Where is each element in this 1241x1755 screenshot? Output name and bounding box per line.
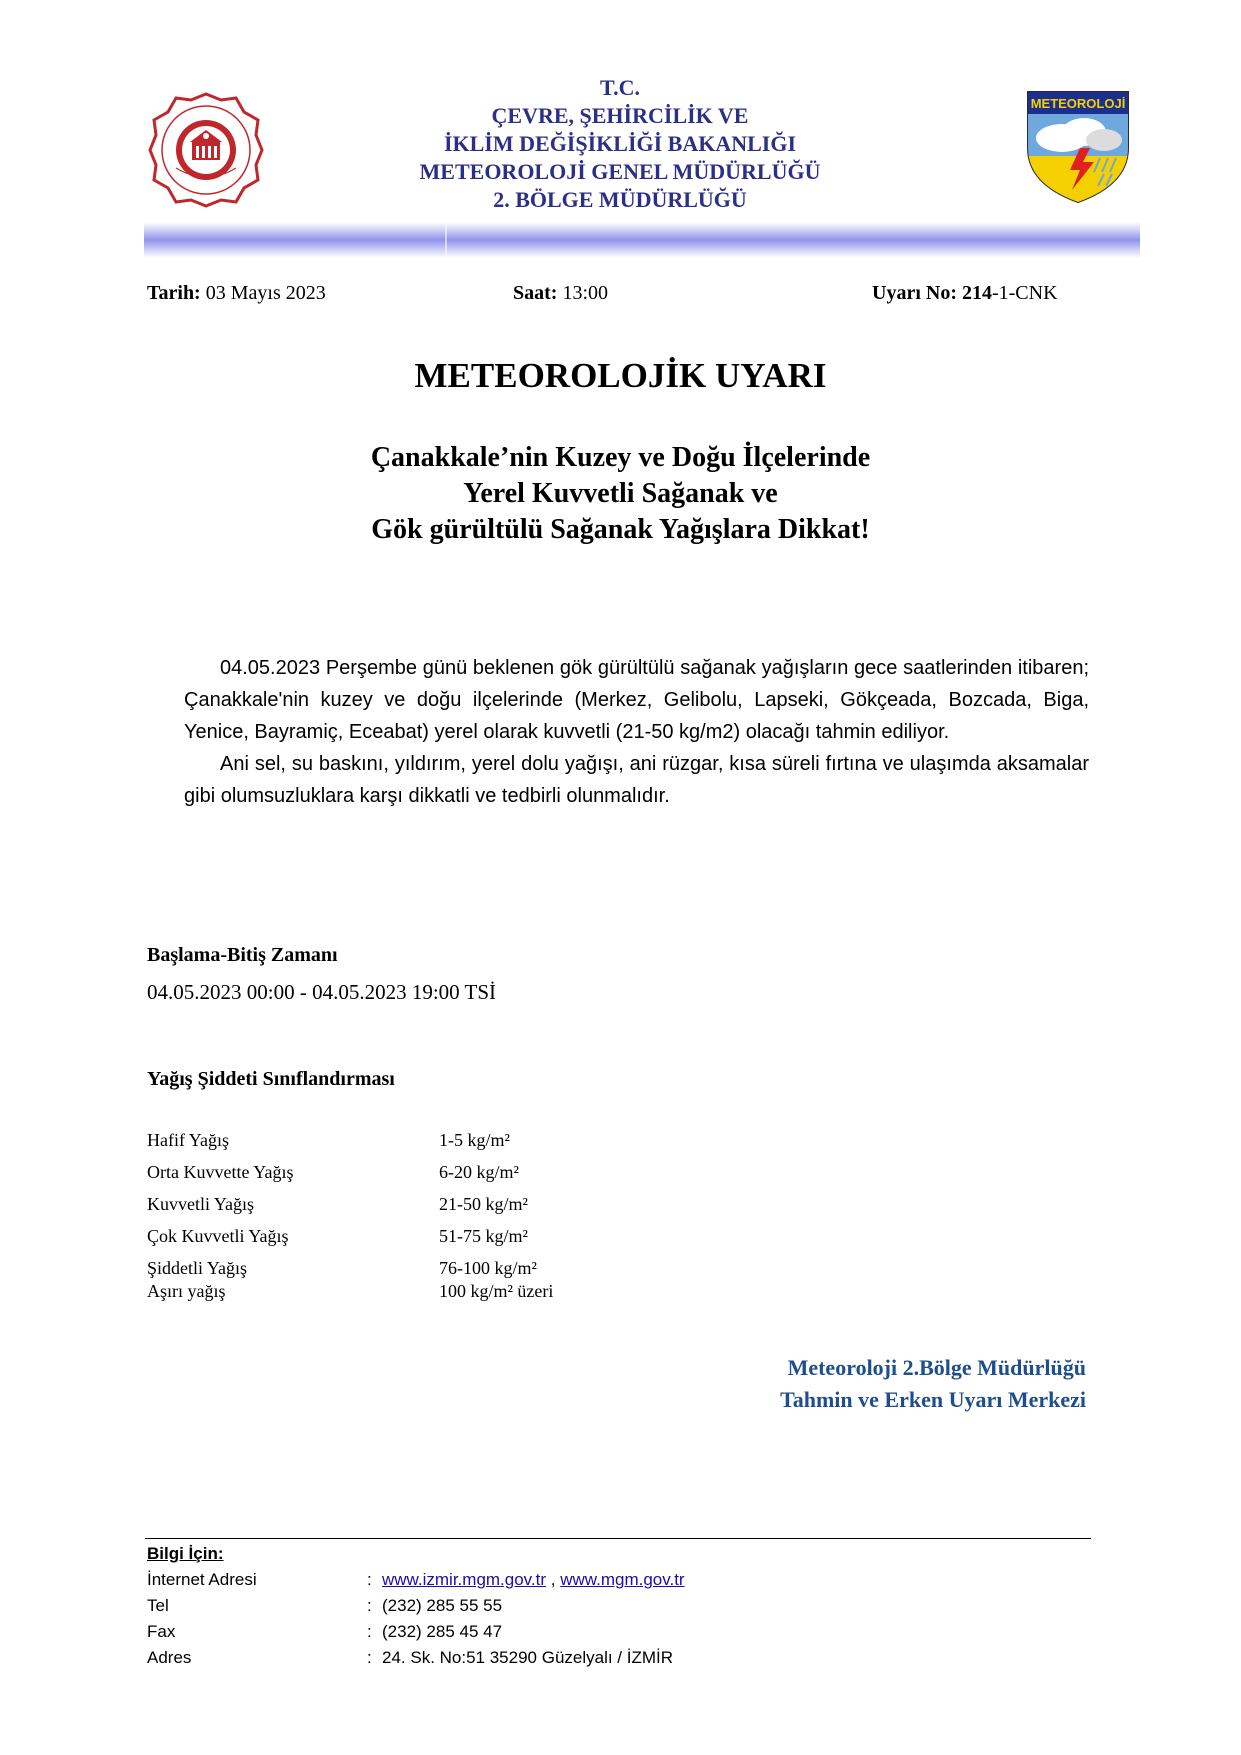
- class-name: Hafif Yağış: [147, 1130, 230, 1150]
- warning-body: [184, 652, 1089, 812]
- meteoroloji-logo-icon: [1022, 86, 1134, 206]
- footer-row-address: [147, 1648, 1047, 1674]
- date-field: [147, 282, 326, 305]
- class-value: 6-20 kg/m²: [439, 1162, 519, 1182]
- subtitle-line-2: Yerel Kuvvetli Sağanak ve: [463, 478, 778, 509]
- time-field: [513, 282, 608, 305]
- header-band: [144, 222, 1140, 258]
- header-line-ministry-2: İKLİM DEĞİŞİKLİĞİ BAKANLIĞI: [443, 131, 797, 156]
- address-label: Adres: [147, 1648, 192, 1667]
- footer-divider: [145, 1538, 1091, 1539]
- footer-row-tel: [147, 1596, 1047, 1622]
- classification-row: [147, 1226, 747, 1258]
- header-line-directorate: METEOROLOJİ GENEL MÜDÜRLÜĞÜ: [419, 159, 821, 184]
- footer-contact: [147, 1544, 1047, 1674]
- fax-value: (232) 285 45 47: [382, 1622, 503, 1641]
- fax-label: Fax: [147, 1622, 176, 1641]
- svg-text:METEOROLOJİ: METEOROLOJİ: [1030, 96, 1126, 111]
- period-heading: Başlama-Bitiş Zamanı: [147, 944, 338, 966]
- class-value: 76-100 kg/m²: [439, 1258, 537, 1278]
- tel-value: (232) 285 55 55: [382, 1596, 503, 1615]
- signature-block: [780, 1352, 1086, 1416]
- period-value: 04.05.2023 00:00 - 04.05.2023 19:00 TSİ: [147, 980, 497, 1004]
- classification-row: [147, 1258, 747, 1281]
- footer-row-fax: [147, 1622, 1047, 1648]
- class-name: Çok Kuvvetli Yağış: [147, 1226, 289, 1246]
- subtitle-line-3: Gök gürültülü Sağanak Yağışlara Dikkat!: [371, 514, 870, 545]
- class-value: 100 kg/m² üzeri: [439, 1281, 554, 1301]
- link-separator: ,: [546, 1570, 561, 1589]
- class-value: 1-5 kg/m²: [439, 1130, 510, 1150]
- header-line-region: 2. BÖLGE MÜDÜRLÜĞÜ: [493, 187, 747, 212]
- footer-heading: Bilgi İçin:: [147, 1544, 224, 1563]
- internet-links: [382, 1570, 685, 1590]
- warning-number-main: 214: [956, 282, 992, 304]
- classification-table: [147, 1130, 747, 1313]
- class-name: Kuvvetli Yağış: [147, 1194, 255, 1214]
- footer-row-internet: [147, 1570, 1047, 1596]
- header-title-block: [330, 74, 910, 214]
- classification-row: [147, 1194, 747, 1226]
- date-label: Tarih:: [147, 282, 201, 304]
- colon: :: [367, 1622, 372, 1641]
- ministry-seal-icon: [146, 90, 266, 210]
- body-paragraph-2: Ani sel, su baskını, yıldırım, yerel dolu yağışı, ani rüzgar, kısa süreli fırtına ve ulaşımda aksamalar gibi olumsuzluklara karşı dikkatli ve tedbirli olunmalıdır.: [184, 753, 1089, 807]
- warning-number-suffix: -1-CNK: [991, 282, 1058, 304]
- header-band-divider: [445, 222, 447, 258]
- warning-number-field: [872, 282, 1058, 305]
- signature-line-2: Tahmin ve Erken Uyarı Merkezi: [780, 1387, 1086, 1412]
- document-title: METEOROLOJİK UYARI: [414, 356, 827, 395]
- colon: :: [367, 1596, 372, 1615]
- signature-line-1: Meteoroloji 2.Bölge Müdürlüğü: [787, 1355, 1086, 1380]
- time-value: 13:00: [557, 282, 609, 304]
- address-value: 24. Sk. No:51 35290 Güzelyalı / İZMİR: [382, 1648, 674, 1667]
- warning-number-label: Uyarı No:: [872, 282, 957, 304]
- classification-row: [147, 1281, 747, 1313]
- subtitle-line-1: Çanakkale’nin Kuzey ve Doğu İlçelerinde: [370, 442, 871, 473]
- mgm-link[interactable]: www.mgm.gov.tr: [560, 1570, 685, 1589]
- time-label: Saat:: [513, 282, 558, 304]
- warning-subtitle: [0, 440, 1241, 548]
- class-name: Orta Kuvvette Yağış: [147, 1162, 294, 1182]
- colon: :: [367, 1648, 372, 1667]
- header-line-ministry-1: ÇEVRE, ŞEHİRCİLİK VE: [491, 103, 749, 128]
- tel-label: Tel: [147, 1596, 169, 1615]
- colon: :: [367, 1570, 372, 1589]
- classification-row: [147, 1162, 747, 1194]
- body-paragraph-1: 04.05.2023 Perşembe günü beklenen gök gürültülü sağanak yağışların gece saatlerinden itibaren; Çanakkale'nin kuzey ve doğu ilçelerinde (Merkez, Gelibolu, Lapseki, Gökçeada, Bozcada, Biga, Yenice, Bayramiç, Eceabat) yerel olarak kuvvetli (21-50 kg/m2) olacağı tahmin ediliyor.: [184, 657, 1089, 743]
- classification-row: [147, 1130, 747, 1162]
- header-line-tc: T.C.: [600, 75, 640, 100]
- date-value: 03 Mayıs 2023: [200, 282, 326, 304]
- izmir-mgm-link[interactable]: www.izmir.mgm.gov.tr: [382, 1570, 547, 1589]
- internet-label: İnternet Adresi: [147, 1570, 257, 1589]
- class-value: 51-75 kg/m²: [439, 1226, 528, 1246]
- class-value: 21-50 kg/m²: [439, 1194, 528, 1214]
- classification-heading: Yağış Şiddeti Sınıflandırması: [147, 1068, 395, 1090]
- class-name: Aşırı yağış: [147, 1281, 226, 1301]
- class-name: Şiddetli Yağış: [147, 1258, 248, 1278]
